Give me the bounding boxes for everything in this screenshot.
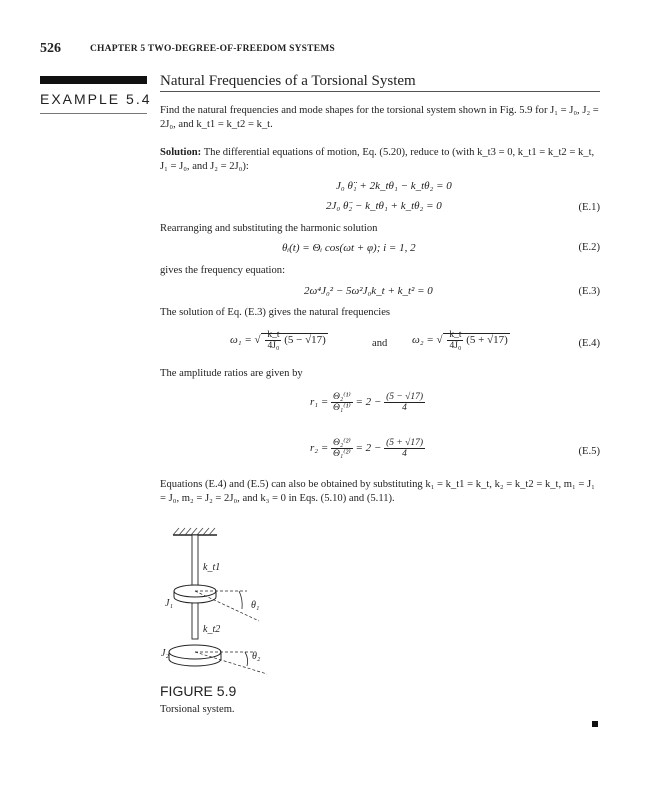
closing-paragraph: Equations (E.4) and (E.5) can also be obtained by substituting k₁ = k_t1 = k_t, k₂ = k_t2 = k_t, m₁ = J₁ = J₀, m₂ = J₂ = 2J₀, and k₃ = 0 in Eqs. (5.10) and (5.11). — [160, 479, 595, 504]
shaft-2 — [192, 603, 198, 639]
example-bar — [40, 76, 147, 84]
solution-text: The differential equations of motion, Eq. (5.20), reduce to (with k_t3 = 0, k_t1 = k_t2 = k_t, J₁ = J₀, and J₂ = 2J₀): — [160, 147, 595, 172]
solution-intro — [160, 146, 600, 174]
equation-e4-omega1: ω₁ = √ $\frac{k\_t}{\text{4J₀}} (5 - √17)$ — [230, 330, 326, 351]
solution-freq-text: The solution of Eq. (E.3) gives the natural frequencies — [160, 307, 391, 318]
r2-fraction — [384, 438, 425, 459]
r2-ratio-num: Θ₂⁽²⁾ — [333, 438, 351, 448]
fixed-support — [173, 528, 217, 535]
equation-number-e5: (E.5) — [578, 446, 600, 457]
omega1-frac-num: k_t — [267, 330, 280, 340]
problem-statement: Find the natural frequencies and mode shapes for the torsional system shown in Fig. 5.9 for J₁ = J₀, J₂ = 2J₀, and k_t1 = k_t2 = k_t. — [160, 105, 599, 130]
omega2-frac-num: k_t — [449, 330, 462, 340]
label-J2: J₂ — [161, 648, 169, 659]
shaft-1 — [192, 535, 198, 587]
omega2-frac-den: 4J₀ — [449, 341, 462, 351]
r1-frac-den: 4 — [402, 403, 407, 413]
equation-number-e1: (E.1) — [578, 202, 600, 213]
r2-frac-num: (5 + √17) — [386, 438, 424, 448]
equation-e2: θᵢ(t) = Θᵢ cos(ωt + φ); i = 1, 2 — [282, 242, 416, 254]
equation-e3: 2ω⁴J₀² − 5ω²J₀k_t + k_t² = 0 — [304, 285, 433, 297]
torsional-system-figure — [155, 525, 295, 675]
label-theta2: θ₂ — [252, 651, 261, 662]
omega2-inner: (5 + √17) — [466, 334, 508, 347]
omega1-inner: (5 − √17) — [284, 334, 326, 347]
r1-ratio-den: Θ₁⁽¹⁾ — [333, 403, 351, 413]
disk-2 — [169, 645, 221, 666]
equation-e1b: 2J₀ θ̈₂ − k_tθ₁ + k_tθ₂ = 0 — [326, 200, 442, 212]
label-kt2: k_t2 — [203, 624, 221, 635]
theta2-arc — [245, 652, 248, 666]
r2-frac-den: 4 — [402, 449, 407, 459]
equation-e4-omega2: ω₂ = √ $\frac{k\_t}{\text{4J₀}} (5 + √17)$ — [412, 330, 508, 351]
equation-number-e2: (E.2) — [578, 242, 600, 253]
equation-number-e4: (E.4) — [578, 338, 600, 349]
r2-rhs: = 2 − — [355, 442, 382, 455]
rearrange-text: Rearranging and substituting the harmonic solution — [160, 223, 378, 234]
figure-subcaption: Torsional system. — [160, 704, 235, 715]
omega1-lhs: ω₁ = — [230, 334, 252, 347]
page-number: 526 — [40, 41, 61, 56]
r2-ratio — [331, 438, 353, 459]
omega2-fraction — [447, 330, 463, 351]
omega1-fraction — [265, 330, 281, 351]
equation-e1a: J₀ θ̈₁ + 2k_tθ₁ − k_tθ₂ = 0 — [336, 180, 452, 192]
theta1-arc — [239, 591, 242, 609]
label-J1: J₁ — [165, 598, 173, 609]
solution-label: Solution: — [160, 147, 202, 158]
example-title: Natural Frequencies of a Torsional System — [160, 73, 416, 89]
example-label: EXAMPLE 5.4 — [40, 91, 152, 107]
r1-fraction — [384, 392, 425, 413]
equation-r1 — [310, 392, 425, 413]
equation-e4-and: and — [372, 338, 388, 349]
example-rule-top — [160, 91, 600, 92]
r2-ratio-den: Θ₁⁽²⁾ — [333, 449, 351, 459]
omega1-frac-den: 4J₀ — [267, 341, 280, 351]
disk-1 — [174, 585, 216, 603]
end-of-example-mark — [592, 721, 598, 727]
r1-frac-num: (5 − √17) — [386, 392, 424, 402]
figure-caption: FIGURE 5.9 — [160, 683, 237, 699]
r1-rhs: = 2 − — [355, 396, 382, 409]
running-header: CHAPTER 5 TWO-DEGREE-OF-FREEDOM SYSTEMS — [90, 44, 335, 54]
label-theta1: θ₁ — [251, 600, 260, 611]
amplitude-text: The amplitude ratios are given by — [160, 368, 303, 379]
omega2-lhs: ω₂ = — [412, 334, 434, 347]
r2-lhs: r₂ = — [310, 442, 329, 455]
r1-ratio-num: Θ₂⁽¹⁾ — [333, 392, 351, 402]
equation-number-e3: (E.3) — [578, 286, 600, 297]
frequency-eq-text: gives the frequency equation: — [160, 265, 286, 276]
equation-r2 — [310, 438, 425, 459]
label-kt1: k_t1 — [203, 562, 221, 573]
rot-line-1 — [195, 591, 259, 621]
r1-ratio — [331, 392, 353, 413]
example-rule-left — [40, 113, 147, 114]
r1-lhs: r₁ = — [310, 396, 329, 409]
